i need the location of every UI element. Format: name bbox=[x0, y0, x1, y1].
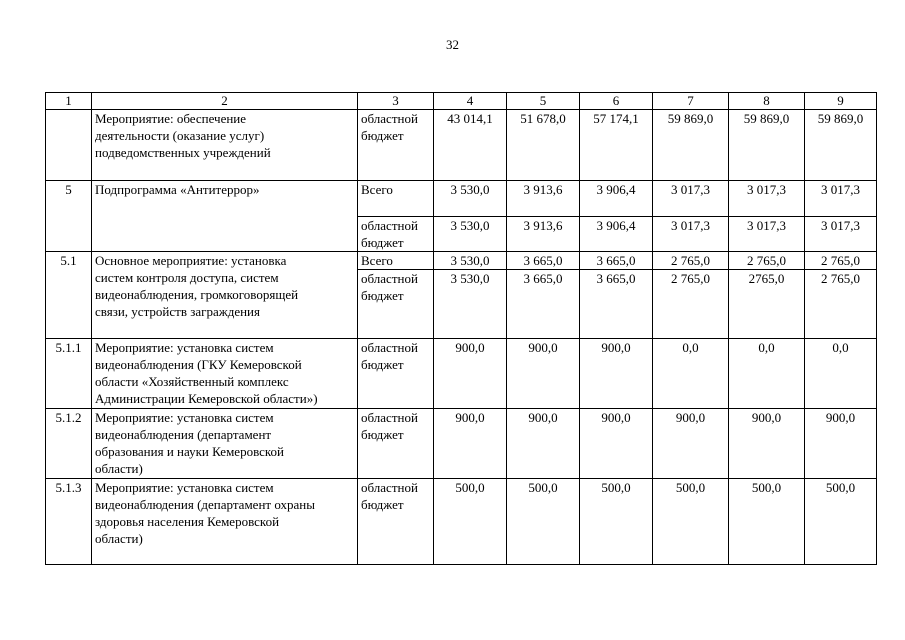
value-cell: 3 017,3 bbox=[805, 181, 877, 217]
value-cell: 3 530,0 bbox=[434, 181, 507, 217]
value-cell: 59 869,0 bbox=[805, 110, 877, 181]
value-cell: 59 869,0 bbox=[653, 110, 729, 181]
funding-source: областной бюджет bbox=[358, 110, 434, 181]
row-number bbox=[46, 110, 92, 181]
value-cell: 0,0 bbox=[653, 339, 729, 409]
value-cell: 2 765,0 bbox=[729, 252, 805, 270]
value-cell: 500,0 bbox=[434, 479, 507, 565]
row-name: Мероприятие: обеспечение деятельности (оказание услуг) подведомственных учреждений bbox=[92, 110, 358, 181]
value-cell: 3 913,6 bbox=[507, 217, 580, 252]
row-name: Мероприятие: установка систем видеонаблюдения (ГКУ Кемеровской области «Хозяйственный комплекс Администрации Кемеровской области») bbox=[92, 339, 358, 409]
value-cell: 3 530,0 bbox=[434, 270, 507, 339]
row-name: Подпрограмма «Антитеррор» bbox=[92, 181, 358, 252]
value-cell: 57 174,1 bbox=[580, 110, 653, 181]
value-cell: 3 017,3 bbox=[653, 217, 729, 252]
value-cell: 43 014,1 bbox=[434, 110, 507, 181]
value-cell: 3 665,0 bbox=[507, 270, 580, 339]
value-cell: 3 017,3 bbox=[729, 217, 805, 252]
value-cell: 2 765,0 bbox=[805, 252, 877, 270]
value-cell: 3 665,0 bbox=[580, 270, 653, 339]
value-cell: 500,0 bbox=[507, 479, 580, 565]
value-cell: 3 665,0 bbox=[507, 252, 580, 270]
page-number: 32 bbox=[446, 37, 459, 52]
row-number: 5.1 bbox=[46, 252, 92, 339]
value-cell: 900,0 bbox=[653, 409, 729, 479]
funding-source: областной бюджет bbox=[358, 217, 434, 252]
value-cell: 3 530,0 bbox=[434, 217, 507, 252]
header-row bbox=[46, 93, 877, 110]
value-cell: 3 906,4 bbox=[580, 181, 653, 217]
row-name: Мероприятие: установка систем видеонаблюдения (департамент охраны здоровья населения Кемеровской области) bbox=[92, 479, 358, 565]
value-cell: 3 665,0 bbox=[580, 252, 653, 270]
table-row bbox=[46, 409, 877, 479]
col-header-1: 1 bbox=[46, 93, 92, 110]
col-header-6: 6 bbox=[580, 93, 653, 110]
table-row bbox=[46, 110, 877, 181]
value-cell: 900,0 bbox=[805, 409, 877, 479]
table-row bbox=[46, 181, 877, 217]
value-cell: 900,0 bbox=[580, 339, 653, 409]
row-name: Основное мероприятие: установка систем контроля доступа, систем видеонаблюдения, громкоговорящей связи, устройств заграждения bbox=[92, 252, 358, 339]
budget-table bbox=[45, 92, 877, 565]
col-header-4: 4 bbox=[434, 93, 507, 110]
value-cell: 2 765,0 bbox=[653, 270, 729, 339]
value-cell: 900,0 bbox=[729, 409, 805, 479]
row-number: 5.1.2 bbox=[46, 409, 92, 479]
funding-source: Всего bbox=[358, 181, 434, 217]
row-number: 5.1.1 bbox=[46, 339, 92, 409]
value-cell: 500,0 bbox=[729, 479, 805, 565]
funding-source: областной бюджет bbox=[358, 479, 434, 565]
value-cell: 500,0 bbox=[805, 479, 877, 565]
row-name: Мероприятие: установка систем видеонаблюдения (департамент образования и науки Кемеровской области) bbox=[92, 409, 358, 479]
value-cell: 3 530,0 bbox=[434, 252, 507, 270]
funding-source: областной бюджет bbox=[358, 270, 434, 339]
col-header-5: 5 bbox=[507, 93, 580, 110]
value-cell: 500,0 bbox=[653, 479, 729, 565]
value-cell: 2765,0 bbox=[729, 270, 805, 339]
col-header-2: 2 bbox=[92, 93, 358, 110]
value-cell: 900,0 bbox=[434, 339, 507, 409]
value-cell: 900,0 bbox=[507, 339, 580, 409]
col-header-9: 9 bbox=[805, 93, 877, 110]
value-cell: 51 678,0 bbox=[507, 110, 580, 181]
table-row bbox=[46, 252, 877, 270]
col-header-3: 3 bbox=[358, 93, 434, 110]
value-cell: 3 017,3 bbox=[653, 181, 729, 217]
value-cell: 3 913,6 bbox=[507, 181, 580, 217]
value-cell: 900,0 bbox=[580, 409, 653, 479]
value-cell: 3 906,4 bbox=[580, 217, 653, 252]
value-cell: 900,0 bbox=[507, 409, 580, 479]
value-cell: 0,0 bbox=[805, 339, 877, 409]
col-header-8: 8 bbox=[729, 93, 805, 110]
funding-source: областной бюджет bbox=[358, 339, 434, 409]
value-cell: 0,0 bbox=[729, 339, 805, 409]
col-header-7: 7 bbox=[653, 93, 729, 110]
value-cell: 3 017,3 bbox=[729, 181, 805, 217]
table-row bbox=[46, 479, 877, 565]
value-cell: 2 765,0 bbox=[653, 252, 729, 270]
value-cell: 900,0 bbox=[434, 409, 507, 479]
value-cell: 500,0 bbox=[580, 479, 653, 565]
value-cell: 2 765,0 bbox=[805, 270, 877, 339]
funding-source: Всего bbox=[358, 252, 434, 270]
row-number: 5.1.3 bbox=[46, 479, 92, 565]
table-row bbox=[46, 339, 877, 409]
row-number: 5 bbox=[46, 181, 92, 252]
value-cell: 3 017,3 bbox=[805, 217, 877, 252]
value-cell: 59 869,0 bbox=[729, 110, 805, 181]
funding-source: областной бюджет bbox=[358, 409, 434, 479]
